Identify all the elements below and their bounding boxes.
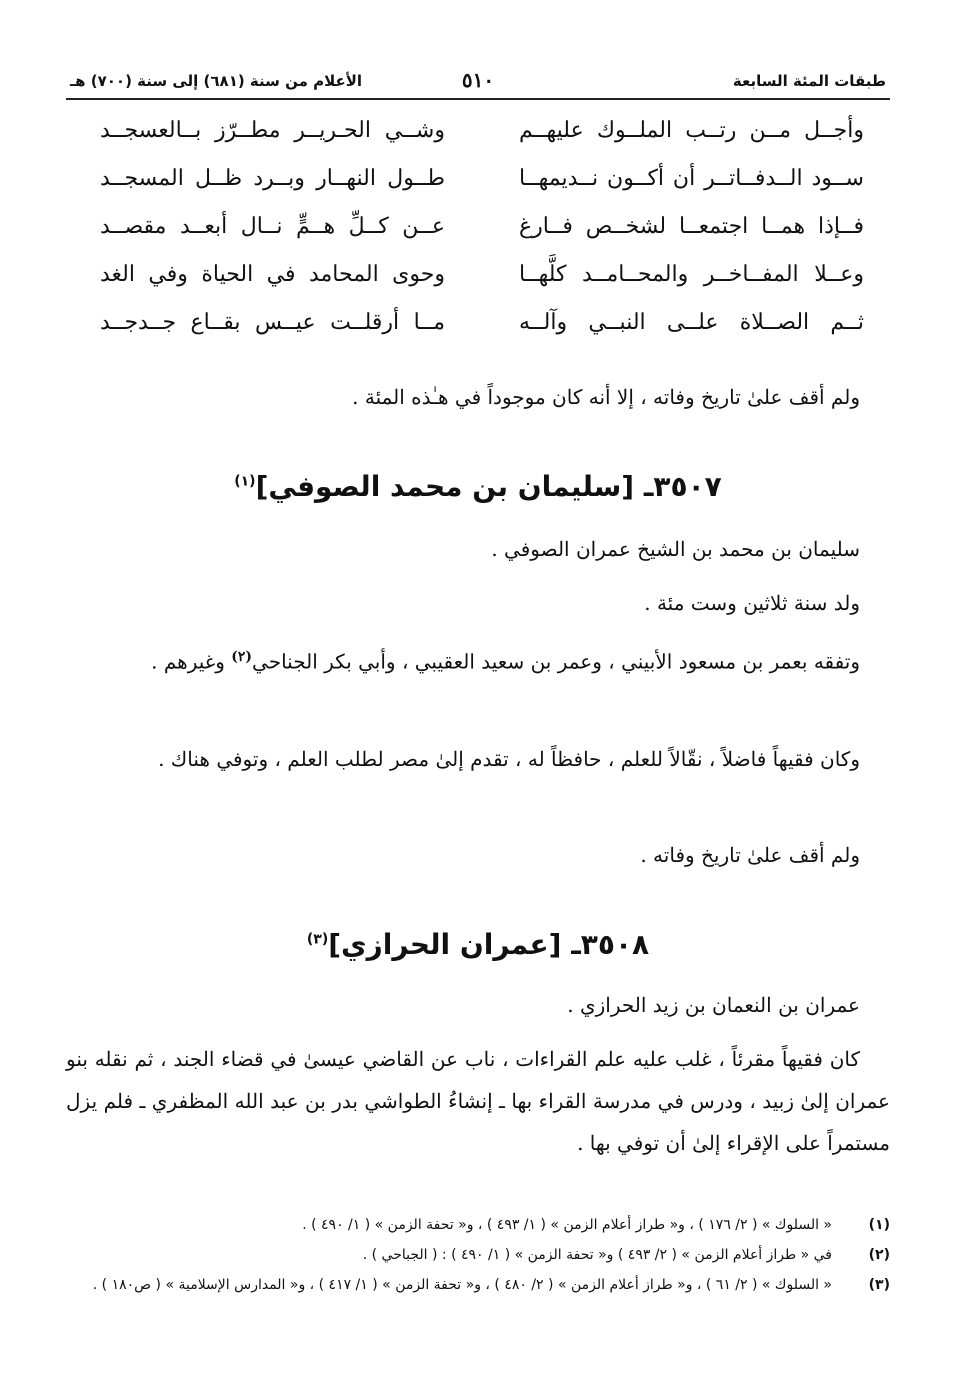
verse-line <box>100 310 864 358</box>
verse-first-hemistich: وأجــل مــن رتــب الملــوك عليهــم <box>519 118 864 143</box>
footnote-text: « السلوك » ( ٢/ ١٧٦ ) ، و« طراز أعلام الزمن » ( ١/ ٤٩٣ ) ، و« تحفة الزمن » ( ١/ ٤٩٠ ) . <box>302 1217 832 1233</box>
paragraph: ولم أقف علىٰ تاريخ وفاته . <box>640 843 860 867</box>
paragraph: عمران بن النعمان بن زيد الحرازي . <box>567 993 860 1017</box>
entry-heading-3508 <box>0 928 956 961</box>
verse-second-hemistich: وحوى المحامد في الحياة وفي الغد <box>100 262 445 287</box>
verse-second-hemistich: وشــي الحـريــر مطــرّز بــالعسجــد <box>100 118 445 143</box>
footnote-marker: (١) <box>234 473 256 490</box>
header-date-range: الأعلام من سنة (٦٨١) إلى سنة (٧٠٠) هـ <box>70 72 363 90</box>
footnote <box>62 1240 890 1270</box>
footnotes <box>62 1210 890 1300</box>
verse-line <box>100 262 864 310</box>
footnote <box>62 1270 890 1300</box>
footnote-text: في « طراز أعلام الزمن » ( ٢/ ٤٩٣ ) و« تحفة الزمن » ( ١/ ٤٩٠ ) : ( الجباحي ) . <box>362 1247 832 1263</box>
verse-first-hemistich: فــإذا همــا اجتمعــا لشخــص فــارغ <box>519 214 864 239</box>
footnote-marker: (٢) <box>231 649 253 665</box>
verse-first-hemistich: ســود الــدفــاتــر أن أكــون نــديمهــا <box>519 166 864 191</box>
entry-title: ٣٥٠٧ـ [سليمان بن محمد الصوفي] <box>255 470 722 503</box>
paragraph-text: وتفقه بعمر بن مسعود الأبيني ، وعمر بن سعيد العقيبي ، وأبي بكر الجناحي <box>252 649 860 674</box>
verse-line <box>100 118 864 166</box>
paragraph: كان فقيهاً مقرئاً ، غلب عليه علم القراءات ، ناب عن القاضي عيسىٰ في قضاء الجند ، ثم نقله بنو عمران إلىٰ زبيد ، ودرس في مدرسة القراء بها ـ إنشاءُ الطواشي بدر بن عبد الله المظفري ـ فلم يزل مستمراً على الإقراء إلىٰ أن توفي بها . <box>66 1047 890 1155</box>
paragraph: ولد سنة ثلاثين وست مئة . <box>644 591 860 615</box>
verse-line <box>100 214 864 262</box>
verse-first-hemistich: ثــم الصــلاة علــى النبــي وآلــه <box>519 310 864 335</box>
verse-first-hemistich: وعــلا المفــاخــر والمحــامــد كلَّهــا <box>519 262 864 287</box>
entry-title: ٣٥٠٨ـ [عمران الحرازي] <box>328 928 650 961</box>
paragraph: سليمان بن محمد بن الشيخ عمران الصوفي . <box>491 537 860 561</box>
footnote-marker: (٣) <box>306 931 329 948</box>
verse-second-hemistich: عــن كــلِّ هــمٍّ نــال أبعــد مقصــد <box>100 214 445 239</box>
footnote-number: (١) <box>868 1217 890 1233</box>
footnote-number: (٢) <box>868 1247 890 1263</box>
verse-second-hemistich: طــول النهــار وبــرد ظــل المسجــد <box>100 166 445 191</box>
footnote <box>62 1210 890 1240</box>
paragraph-text: وغيرهم . <box>151 649 225 674</box>
verse-line <box>100 166 864 214</box>
poem <box>100 118 864 358</box>
paragraph <box>66 636 890 683</box>
footnote-number: (٣) <box>868 1277 890 1293</box>
paragraph: وكان فقيهاً فاضلاً ، نقّالاً للعلم ، حافظاً له ، تقدم إلىٰ مصر لطلب العلم ، وتوفي هناك . <box>158 747 860 771</box>
verse-second-hemistich: مــا أرقلــت عيــس بقــاع جــدجــد <box>100 310 445 335</box>
entry-heading-3507 <box>0 470 956 503</box>
header-book-section: طبقات المئة السابعة <box>732 72 886 90</box>
paragraph-after-poem: ولم أقف علىٰ تاريخ وفاته ، إلا أنه كان موجوداً في هـٰذه المئة . <box>352 385 860 409</box>
footnote-text: « السلوك » ( ٢/ ٦١ ) ، و« طراز أعلام الزمن » ( ٢/ ٤٨٠ ) ، و« تحفة الزمن » ( ١/ ٤١٧ ) ، و« المدارس الإسلامية » ( ص١٨٠ ) . <box>92 1277 832 1293</box>
page-number: ٥١٠ <box>461 68 495 92</box>
running-header <box>66 66 890 100</box>
